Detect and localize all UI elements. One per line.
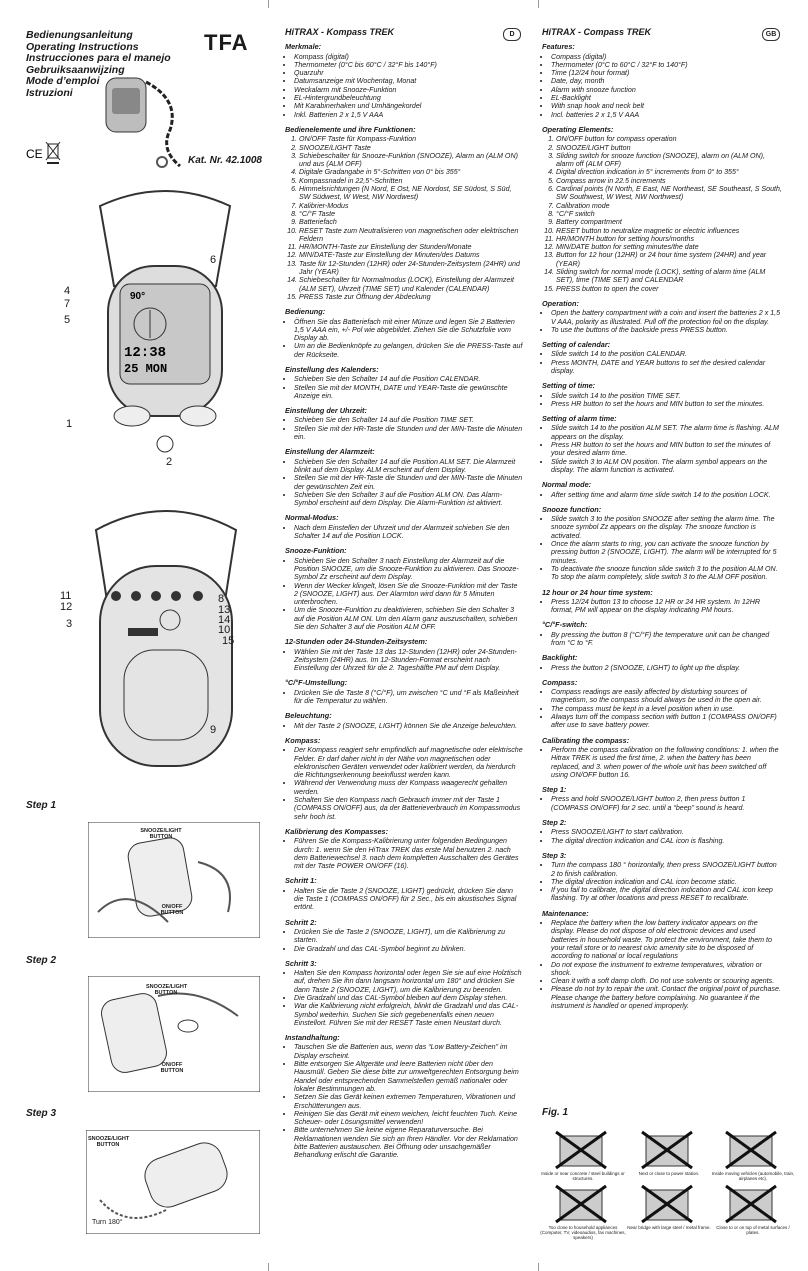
section-item: • By pressing the button 8 (°C/°F) the temperature unit can be changed from °C to °F. <box>551 631 782 648</box>
section-list <box>542 664 782 672</box>
section-heading: Backlight: <box>542 653 578 663</box>
section-item: • Compass readings are easily affected by disturbing sources of magnetism, so the compass should always be used in the open air. <box>551 688 782 705</box>
section-item: • Press SNOOZE/LIGHT to start calibration. <box>551 828 782 836</box>
section-list <box>285 746 523 821</box>
section-list <box>285 969 523 1027</box>
section-list <box>285 557 523 632</box>
section-item: • Nach dem Einstellen der Uhrzeit und der Alarmzeit schieben Sie den Schalter 14 auf die Position LOCK. <box>294 524 523 541</box>
control-item: 2. SNOOZE/LIGHT Taste <box>299 144 523 152</box>
feature-item: • EL-Backlight <box>551 94 782 102</box>
english-features-list <box>542 53 782 119</box>
section-heading: Kompass: <box>285 735 321 745</box>
section-item: • Perform the compass calibration on the following conditions: 1. when the Hitrax TREK is used the first time, 2. when the battery has been replaced, and 3. when power of the whole unit has been switched off using ON/OFF button 16. <box>551 746 782 779</box>
section-item: • Do not expose the instrument to extreme temperatures, vibration or shock. <box>551 961 782 978</box>
section-item: • Schieben Sie den Schalter 3 nach Einstellung der Alarmzeit auf die Position SNOOZE, um die Snooze-Funktion zu aktivieren. Das Snooze-Symbol Zz erscheint auf dem Display. <box>294 557 523 582</box>
english-sections <box>542 300 782 1010</box>
section-list <box>285 318 523 359</box>
section-item: • Um an die Bedienknöpfe zu gelangen, drücken Sie die PRESS-Taste auf der Rückseite. <box>294 342 523 359</box>
step3-snooze-label: SNOOZE/LIGHT BUTTON <box>88 1136 130 1148</box>
section-list <box>285 887 523 912</box>
section-item: • Führen Sie die Kompass-Kalibrierung unter folgenden Bedingungen durch: 1. wenn Sie den HiTrax TREK das erste Mal benutzen 2. nach dem Batteriewechsel 3. nach dem kompletten Ausschalten des Gerätes mit der Taste POWER ON/OFF (16). <box>294 837 523 870</box>
section-item: • Stellen Sie mit der HR-Taste die Stunden und der MIN-Taste die Minuten ein. <box>294 425 523 442</box>
callout-3: 3 <box>66 618 73 630</box>
section-item: • Der Kompass reagiert sehr empfindlich auf magnetische oder elektrische Felder. Er darf daher nicht in der Nähe von magnetischen oder elektronischen Geräten verwendet oder kalibriert werden, da hierdurch die Richtungserkennung beeinflusst werden kann. <box>294 746 523 779</box>
control-item: 9. Batteriefach <box>299 218 523 226</box>
section-heading: Step 3: <box>542 850 567 860</box>
section-item: • Press MONTH, DATE and YEAR buttons to set the desired calendar display. <box>551 359 782 376</box>
step2-onoff-label: ON/OFF BUTTON <box>160 1062 184 1074</box>
section-heading: Step 2: <box>542 818 567 828</box>
feature-item: • Time (12/24 hour format) <box>551 69 782 77</box>
section-heading: Bedienung: <box>285 307 326 317</box>
section-heading: Schritt 1: <box>285 876 317 886</box>
section-heading: Operation: <box>542 298 579 308</box>
german-features-heading: Merkmale: <box>285 42 322 52</box>
section-list <box>285 1043 523 1159</box>
title-es: Instrucciones para el manejo <box>26 52 171 64</box>
feature-item: • Mit Karabinerhaken und Umhängekordel <box>294 102 523 110</box>
section-heading: Setting of time: <box>542 381 596 391</box>
section-heading: Setting of alarm time: <box>542 414 617 424</box>
feature-item: • Datumsanzeige mit Wochentag, Monat <box>294 77 523 85</box>
control-item: 6. Himmelsrichtungen (N Nord, E Ost, NE Nordost, SE Südost, S Süd, SW Südwest, W West, NW Nordwest) <box>299 185 523 202</box>
section-item: • Slide switch 14 to the position ALM SET. The alarm time is flashing. ALM appears on the display. <box>551 424 782 441</box>
english-features-heading: Features: <box>542 42 575 52</box>
section-list <box>285 524 523 541</box>
operating-item: 13. Button for 12 hour (12HR) or 24 hour time system (24HR) and year (YEAR) <box>556 251 782 268</box>
section-item: • The digital direction indication and CAL icon is flashing. <box>551 837 782 845</box>
section-heading: 12 hour or 24 hour time system: <box>542 587 653 597</box>
section-item: • War die Kalibrierung nicht erfolgreich, blinkt die Gradzahl und das CAL-Symbol weiterhin. Suchen Sie sich gegebenenfalls einen neuen Einstellort. Führen Sie mit der RESET Taste einen Neustart durch. <box>294 1002 523 1027</box>
control-item: 4. Digitale Gradangabe in 5°-Schritten von 0° bis 355° <box>299 168 523 176</box>
feature-item: • Date, day, month <box>551 77 782 85</box>
section-item: • To deactivate the snooze function slide switch 3 to the position ALM ON. To stop the alarm completely, slide switch 3 to the ALM OFF position. <box>551 565 782 582</box>
german-features-list <box>285 53 523 119</box>
title-fr: Mode d’emploi <box>26 75 100 87</box>
prohibition-pictogram <box>638 1184 696 1230</box>
german-sections <box>285 308 523 1159</box>
section-item: • After setting time and alarm time slide switch 14 to the position LOCK. <box>551 491 782 499</box>
section-item: • Open the battery compartment with a coin and insert the batteries 2 x 1,5 V AAA, polarity as illustrated. Pull off the protection foil on the display. <box>551 309 782 326</box>
section-list <box>542 861 782 902</box>
section-item: • Clean it with a soft damp cloth. Do not use solvents or scouring agents. <box>551 977 782 985</box>
crop-mark <box>268 0 269 8</box>
section-list <box>285 375 523 400</box>
section-item: • Schieben Sie den Schalter 3 auf die Position ALM ON. Das Alarm-Symbol erscheint auf dem Display. Die Alarm-Funktion ist aktiviert. <box>294 491 523 508</box>
english-operating-list <box>542 135 782 293</box>
section-item: • If you fail to calibrate, the digital direction indication and CAL icon keep flashing. Try at other locations and press RESET to recalibrate. <box>551 886 782 903</box>
german-controls-heading: Bedienelemente und ihre Funktionen: <box>285 124 416 134</box>
section-heading: Schritt 3: <box>285 958 317 968</box>
callout-9: 9 <box>210 724 217 736</box>
english-column <box>542 28 782 1010</box>
svg-text:CE: CE <box>26 147 43 161</box>
prohibition-pictogram <box>552 1130 610 1176</box>
section-item: • Press the button 2 (SNOOZE, LIGHT) to light up the display. <box>551 664 782 672</box>
callout-12: 12 <box>60 601 73 613</box>
feature-item: • Thermometer (0°C to 60°C / 32°F to 140°F) <box>551 61 782 69</box>
feature-item: • Quarzuhr <box>294 69 523 77</box>
section-heading: Kalibrierung des Kompasses: <box>285 826 388 836</box>
section-list <box>285 837 523 870</box>
section-item: • Press 12/24 button 13 to choose 12 HR or 24 HR system. In 12HR format, PM will appear on the display indicating PM hours. <box>551 598 782 615</box>
operating-item: 9. Battery compartment <box>556 218 782 226</box>
title-en: Operating Instructions <box>26 40 139 53</box>
language-badge-de: D <box>503 28 521 41</box>
step2-snooze-label: SNOOZE/LIGHT BUTTON <box>146 984 188 996</box>
section-item: • Schieben Sie den Schalter 14 auf die Position TIME SET. <box>294 416 523 424</box>
section-item: • Schieben Sie den Schalter 14 auf die Position ALM SET. Die Alarmzeit blinkt auf dem Display. ALM erscheint auf dem Display. <box>294 458 523 475</box>
german-controls-list <box>285 135 523 301</box>
section-item: • Mit der Taste 2 (SNOOZE, LIGHT) können Sie die Anzeige beleuchten. <box>294 722 523 730</box>
section-list <box>542 828 782 845</box>
section-heading: Maintenance: <box>542 908 589 918</box>
ce-weee-icon <box>26 136 66 166</box>
section-item: • Halten Sie den Kompass horizontal oder legen Sie sie auf eine Holztisch auf, drehen Sie ihn dann langsam horizontal um 180° und drücken Sie dann Taste 2 (SNOOZE, LIGHT), um die Kalibrierung zu beenden. <box>294 969 523 994</box>
control-item: 13. Taste für 12-Stunden (12HR) oder 24-Stunden-Zeitsystem (24HR) und Jahr (YEAR) <box>299 260 523 277</box>
section-item: • The compass must be kept in a level position when in use. <box>551 705 782 713</box>
section-heading: Step 1: <box>542 785 567 795</box>
callout-11: 11 <box>60 590 72 602</box>
section-item: • Replace the battery when the low battery indicator appears on the display. Please do not dispose of old electronic devices and used batteries in household waste. To protect the environment, take them to your retail store or to nearest civic amenity site to be disposed of according to national or local regulations <box>551 919 782 960</box>
feature-item: • With snap hook and neck belt <box>551 102 782 110</box>
callout-4: 4 <box>64 285 71 297</box>
feature-item: • EL-Hintergrundbeleuchtung <box>294 94 523 102</box>
section-list <box>542 795 782 812</box>
german-column <box>285 28 523 1160</box>
section-heading: Einstellung der Alarmzeit: <box>285 447 375 457</box>
section-item: • Press HR button to set the hours and MIN button to set the minutes. <box>551 400 782 408</box>
feature-item: • Alarm with snooze function <box>551 86 782 94</box>
section-heading: Snooze function: <box>542 504 602 514</box>
section-item: • Bitte unternehmen Sie keine eigene Reparaturversuche. Bei Reklamationen wenden Sie sich an Ihren Händler. Vor der Reklamation bitte Batterien austauschen. Bei Öffnung oder unsachgemäßer Behandlung erlischt die Garantie. <box>294 1126 523 1159</box>
feature-item: • Kompass (digital) <box>294 53 523 61</box>
control-item: 10. RESET Taste zum Neutralisieren von magnetischen oder elektrischen Feldern <box>299 227 523 244</box>
callout-7: 7 <box>64 298 71 310</box>
section-item: • Reinigen Sie das Gerät mit einem weichen, leicht feuchten Tuch. Keine Scheuer- oder Lösungsmittel verwenden! <box>294 1110 523 1127</box>
section-heading: °C/°F-Umstellung: <box>285 678 348 688</box>
title-nl: Gebruiksaanwijzing <box>26 63 125 76</box>
section-item: • To use the buttons of the backside press PRESS button. <box>551 326 782 334</box>
section-list <box>542 350 782 375</box>
section-item: • Press and hold SNOOZE/LIGHT button 2, then press button 1 (COMPASS ON/OFF) for 2 sec. until a “beep” sound is heard. <box>551 795 782 812</box>
section-item: • Slide switch 3 to ALM ON position. The alarm symbol appears on the display. The alarm function is activated. <box>551 458 782 475</box>
section-item: • Once the alarm starts to ring, you can activate the snooze function by pressing button 2 (SNOOZE, LIGHT). The alarm will be interrupted for 5 minutes. <box>551 540 782 565</box>
operating-item: 2. SNOOZE/LIGHT button <box>556 144 782 152</box>
section-list <box>542 688 782 729</box>
section-heading: Beleuchtung: <box>285 711 332 721</box>
operating-item: 5. Compass arrow in 22.5 increments <box>556 177 782 185</box>
section-list <box>542 424 782 474</box>
section-item: • Press HR button to set the hours and MIN button to set the minutes of your desired alarm time. <box>551 441 782 458</box>
control-item: 1. ON/OFF Taste für Kompass-Funktion <box>299 135 523 143</box>
section-item: • Bitte entsorgen Sie Altgeräte und leere Batterien nicht über den Hausmüll. Geben Sie diese bitte zur umweltgerechten Entsorgung beim Handel oder entsprechenden Sammelstellen gemäß nationaler oder lokaler Bestimmungen ab. <box>294 1060 523 1093</box>
section-item: • Slide switch 3 to the position SNOOZE after setting the alarm time. The snooze symbol Zz appears on the display. The snooze function is activated. <box>551 515 782 540</box>
section-heading: Schritt 2: <box>285 917 317 927</box>
brand-logo: TFA <box>204 30 249 55</box>
language-badge-gb: GB <box>762 28 780 41</box>
section-list <box>285 648 523 673</box>
section-item: • Wenn der Wecker klingelt, lösen Sie die Snooze-Funktion mit der Taste 2 (SNOOZE, LIGHT) aus. Der Alarmton wird dann für 5 Minuten unterbrochen. <box>294 582 523 607</box>
svg-text:12:38: 12:38 <box>124 345 167 361</box>
title-it: Istruzioni <box>26 86 73 99</box>
catalog-number: Kat. Nr. 42.1008 <box>188 155 262 166</box>
prohibition-pictogram <box>552 1184 610 1230</box>
feature-item: • Inkl. Batterien 2 x 1,5 V AAA <box>294 111 523 119</box>
step1-snooze-label: SNOOZE/LIGHT BUTTON <box>140 828 182 840</box>
control-item: 12. MIN/DATE-Taste zur Einstellung der Minuten/des Datums <box>299 251 523 259</box>
section-list <box>542 598 782 615</box>
callout-10: 10 <box>218 624 231 636</box>
section-item: • Stellen Sie mit der MONTH, DATE und YEAR-Taste die gewünschte Anzeige ein. <box>294 384 523 401</box>
callout-15: 15 <box>222 635 235 647</box>
feature-item: • Incl. batteries 2 x 1,5 V AAA <box>551 111 782 119</box>
section-item: • Setzen Sie das Gerät keinen extremen Temperaturen, Vibrationen und Erschütterungen aus. <box>294 1093 523 1110</box>
title-de: Bedienungsanleitung <box>26 29 133 41</box>
pictogram-caption: Next or close to power station. <box>638 1171 700 1176</box>
english-title: HiTRAX - Compass TREK <box>542 27 652 37</box>
prohibition-pictogram <box>722 1184 780 1230</box>
section-heading: Compass: <box>542 677 578 687</box>
operating-item: 4. Digital direction indication in 5° increments from 0° to 355° <box>556 168 782 176</box>
section-item: • Drücken Sie die Taste 8 (°C/°F), um zwischen °C und °F als Maßeinheit für die Temperatur zu wählen. <box>294 689 523 706</box>
feature-item: • Weckalarm mit Snooze-Funktion <box>294 86 523 94</box>
section-heading: Einstellung des Kalenders: <box>285 364 379 374</box>
operating-item: 12. MIN/DATE button for setting minutes/the date <box>556 243 782 251</box>
step-3-label: Step 3 <box>26 1108 57 1119</box>
section-list <box>542 746 782 779</box>
section-item: • Öffnen Sie das Batteriefach mit einer Münze und legen Sie 2 Batterien 1,5 V AAA ein, +/- Pol wie abgebildet. Ziehen Sie die Schutzfolie vom Display ab. <box>294 318 523 343</box>
prohibition-pictogram <box>638 1130 696 1176</box>
svg-text:25 MON: 25 MON <box>124 362 168 376</box>
section-heading: Snooze-Funktion: <box>285 546 347 556</box>
section-heading: Normal-Modus: <box>285 513 339 523</box>
section-heading: Setting of calendar: <box>542 340 611 350</box>
section-item: • The digital direction indication and CAL icon become static. <box>551 878 782 886</box>
section-heading: Instandhaltung: <box>285 1033 340 1043</box>
control-item: 11. HR/MONTH-Taste zur Einstellung der Stunden/Monate <box>299 243 523 251</box>
section-list <box>542 515 782 581</box>
section-item: • Slide switch 14 to the position TIME SET. <box>551 392 782 400</box>
section-item: • Slide switch 14 to the position CALENDAR. <box>551 350 782 358</box>
section-heading: 12-Stunden oder 24-Stunden-Zeitsystem: <box>285 637 428 647</box>
section-item: • Die Gradzahl und das CAL-Symbol beginnt zu blinken. <box>294 945 523 953</box>
section-list <box>542 631 782 648</box>
section-list <box>542 491 782 499</box>
operating-item: 3. Sliding switch for snooze function (SNOOZE), alarm on (ALM ON), alarm off (ALM OFF) <box>556 152 782 169</box>
section-heading: Calibrating the compass: <box>542 735 630 745</box>
operating-item: 11. HR/MONTH button for setting hours/months <box>556 235 782 243</box>
step-1-label: Step 1 <box>26 800 57 811</box>
section-item: • Die Gradzahl und das CAL-Symbol bleiben auf dem Display stehen. <box>294 994 523 1002</box>
section-list <box>285 722 523 730</box>
control-item: 5. Kompassnadel in 22,5°-Schritten <box>299 177 523 185</box>
step-2-label: Step 2 <box>26 955 57 966</box>
section-list <box>285 458 523 508</box>
operating-item: 8. °C/°F switch <box>556 210 782 218</box>
operating-item: 14. Sliding switch for normal mode (LOCK), setting of alarm time (ALM SET), time (TIME SET) and CALENDAR <box>556 268 782 285</box>
section-item: • Tauschen Sie die Batterien aus, wenn das “Low Battery-Zeichen” im Display erscheint. <box>294 1043 523 1060</box>
german-title: HiTRAX - Kompass TREK <box>285 27 395 37</box>
section-item: • Turn the compass 180 ° horizontally, then press SNOOZE/LIGHT button 2 to finish calibration. <box>551 861 782 878</box>
section-item: • Stellen Sie mit der HR-Taste die Stunden und der MIN-Taste die Minuten der gewünschten Zeit ein. <box>294 474 523 491</box>
callout-5: 5 <box>64 314 71 326</box>
operating-item: 6. Cardinal points (N North, E East, NE Northeast, SE Southeast, S South, SW Southwest, W West, NW Northwest) <box>556 185 782 202</box>
control-item: 8. °C/°F Taste <box>299 210 523 218</box>
prohibition-pictogram <box>722 1130 780 1176</box>
step1-onoff-label: ON/OFF BUTTON <box>160 904 184 916</box>
section-item: • Drücken Sie die Taste 2 (SNOOZE, LIGHT), um die Kalibrierung zu starten. <box>294 928 523 945</box>
english-operating-heading: Operating Elements: <box>542 124 614 134</box>
pictogram-caption: Too close to household appliances (Computer, TV, videoaudios, fax machines, speakers) <box>540 1225 626 1240</box>
section-list <box>285 928 523 953</box>
callout-2: 2 <box>166 456 173 468</box>
section-item: • Always turn off the compass section with button 1 (COMPASS ON/OFF) after use to save battery power. <box>551 713 782 730</box>
operating-item: 7. Calibration mode <box>556 202 782 210</box>
callout-13: 13 <box>218 604 231 616</box>
control-item: 3. Schiebeschalter für Snooze-Funktion (SNOOZE), Alarm an (ALM ON) und aus (ALM OFF) <box>299 152 523 169</box>
pictogram-caption: Inside or near concrete / steel buildings or structures. <box>541 1171 625 1181</box>
section-item: • Please do not try to repair the unit. Contact the original point of purchase. Please change the battery before complaining. No guarantee if the instrument is handled or opened improperly. <box>551 985 782 1010</box>
callout-6: 6 <box>210 254 217 266</box>
section-heading: °C/°F-switch: <box>542 620 588 630</box>
operating-item: 10. RESET button to neutralize magnetic or electric influences <box>556 227 782 235</box>
step3-turn-label: Turn 180° <box>92 1219 123 1226</box>
section-heading: Normal mode: <box>542 480 592 490</box>
section-list <box>542 309 782 334</box>
figure-1-label: Fig. 1 <box>542 1107 569 1118</box>
pictogram-caption: Near bridge with large steel / metal frame. <box>627 1225 711 1230</box>
section-heading: Einstellung der Uhrzeit: <box>285 406 367 416</box>
crop-mark <box>268 1263 269 1271</box>
feature-item: • Thermometer (0°C bis 60°C / 32°F bis 140°F) <box>294 61 523 69</box>
pictogram-caption: Inside moving vehicles (automobile, train, airplanes etc). <box>711 1171 795 1181</box>
crop-mark <box>538 1263 539 1271</box>
crop-mark <box>538 0 539 8</box>
section-item: • Halten Sie die Taste 2 (SNOOZE, LIGHT) gedrückt, drücken Sie dann die Taste 1 (COMPASS ON/OFF) für 2 Sec., bis ein akustisches Signal ertönt. <box>294 887 523 912</box>
section-item: • Schieben Sie den Schalter 14 auf die Position CALENDAR. <box>294 375 523 383</box>
section-item: • Um die Snooze-Funktion zu deaktivieren, schieben Sie den Schalter 3 auf die Position ALM ON. Um den Alarm ganz auszuschalten, schieben Sie den Schalter 3 auf die Position ALM OFF. <box>294 606 523 631</box>
callout-14: 14 <box>218 614 231 626</box>
operating-item: 1. ON/OFF button for compass operation <box>556 135 782 143</box>
operating-item: 15. PRESS button to open the cover <box>556 285 782 293</box>
callout-8: 8 <box>218 593 225 605</box>
section-item: • Während der Verwendung muss der Kompass waagerecht gehalten werden. <box>294 779 523 796</box>
control-item: 14. Schiebeschalter für Normalmodus (LOCK), Einstellung der Alarmzeit (ALM SET), Uhrzeit (TIME SET) und Kalender (CALENDAR) <box>299 276 523 293</box>
section-list <box>542 919 782 1010</box>
section-list <box>542 392 782 409</box>
feature-item: • Compass (digital) <box>551 53 782 61</box>
section-list <box>285 689 523 706</box>
section-item: • Wählen Sie mit der Taste 13 das 12-Stunden (12HR) oder 24-Stunden-Zeitsystem (24HR) aus. Im 12-Stunden-Format erscheint nach Einstellung der Uhrzeit für die 2. Tageshälfte PM auf dem Display. <box>294 648 523 673</box>
control-item: 7. Kalibrier-Modus <box>299 202 523 210</box>
pictogram-caption: Close to or on top of metal surfaces / plates. <box>716 1225 790 1235</box>
svg-text:90°: 90° <box>130 291 146 302</box>
control-item: 15. PRESS Taste zur Öffnung der Abdeckung <box>299 293 523 301</box>
callout-1: 1 <box>66 418 73 430</box>
section-item: • Schalten Sie den Kompass nach Gebrauch immer mit der Taste 1 (COMPASS ON/OFF) aus, da der Batterieverbrauch im Kompassmodus sehr hoch ist. <box>294 796 523 821</box>
section-list <box>285 416 523 441</box>
device-front-diagram <box>90 186 240 476</box>
